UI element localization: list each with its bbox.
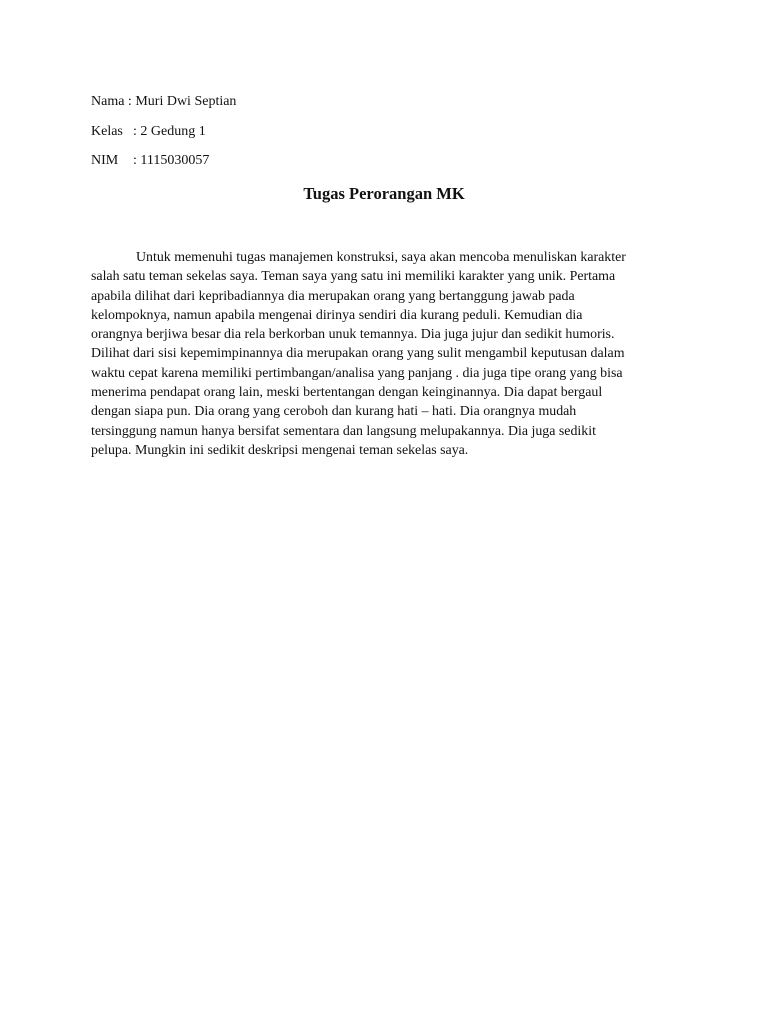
paragraph-line: dengan siapa pun. Dia orang yang ceroboh dan kurang hati – hati. Dia orangnya mudah xyxy=(91,404,577,420)
student-class-value: : 2 Gedung 1 xyxy=(133,124,206,139)
body-paragraph xyxy=(91,248,683,460)
paragraph-line: menerima pendapat orang lain, meski bertentangan dengan keinginannya. Dia dapat bergaul xyxy=(91,385,603,401)
student-name-row xyxy=(91,93,236,111)
paragraph-line: waktu cepat karena memiliki pertimbangan/analisa yang panjang . dia juga tipe orang yang bisa xyxy=(91,365,623,381)
student-class-label: Kelas xyxy=(91,124,123,139)
paragraph-line: Untuk memenuhi tugas manajemen konstruksi, saya akan mencoba menuliskan karakter xyxy=(136,250,626,265)
student-nim-value: : 1115030057 xyxy=(133,153,210,168)
paragraph-line: tersinggung namun hanya bersifat sementara dan langsung melupakannya. Dia juga sedikit xyxy=(91,423,596,439)
paragraph-line: apabila dilihat dari kepribadiannya dia merupakan orang yang bertanggung jawab pada xyxy=(91,288,575,304)
student-nim-row xyxy=(91,152,209,170)
student-nim-label: NIM xyxy=(91,153,119,168)
paragraph-line: Dilihat dari sisi kepemimpinannya dia merupakan orang yang sulit mengambil keputusan dalam xyxy=(91,346,625,362)
document-title: Tugas Perorangan MK xyxy=(303,184,465,203)
paragraph-line: kelompoknya, namun apabila mengenai dirinya sendiri dia kurang peduli. Kemudian dia xyxy=(91,307,583,323)
paragraph-line: orangnya berjiwa besar dia rela berkorban unuk temannya. Dia juga jujur dan sedikit humoris. xyxy=(91,327,615,343)
paragraph-line: salah satu teman sekelas saya. Teman saya yang satu ini memiliki karakter yang unik. Pertama xyxy=(91,269,616,285)
student-name-value: Muri Dwi Septian xyxy=(135,94,237,109)
student-class-row xyxy=(91,123,206,141)
paragraph-line: pelupa. Mungkin ini sedikit deskripsi mengenai teman sekelas saya. xyxy=(91,442,469,458)
student-name-label: Nama : xyxy=(91,94,136,109)
